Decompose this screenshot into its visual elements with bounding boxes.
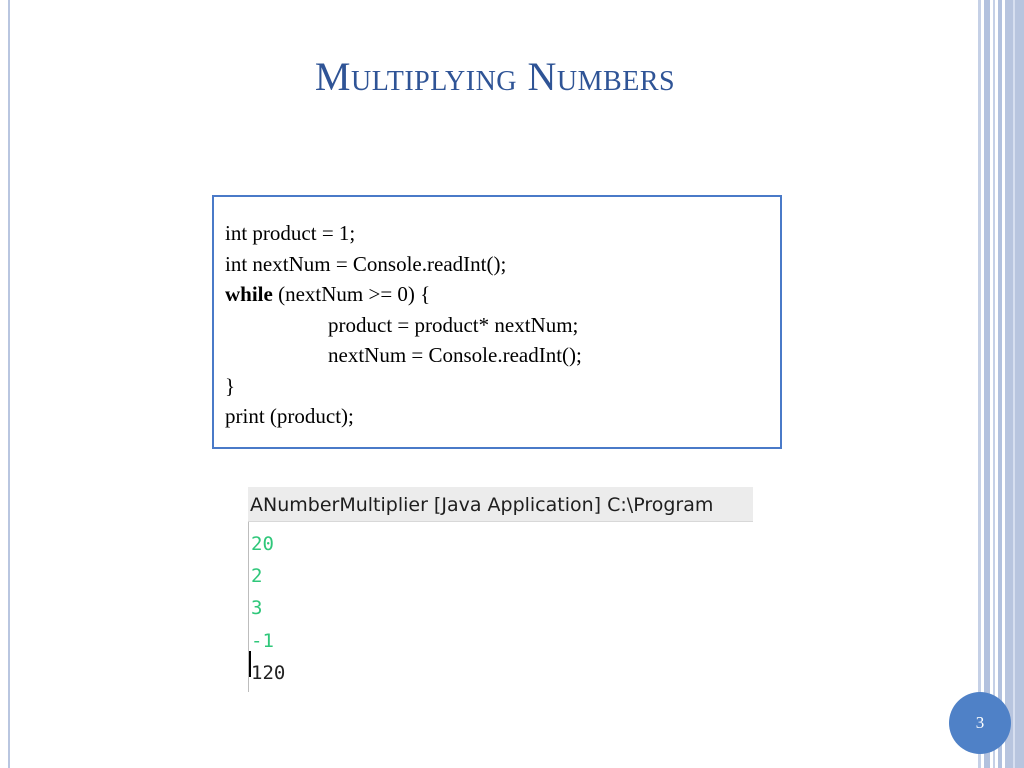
code-line: [225, 371, 582, 402]
code-line: [225, 401, 582, 432]
code-lines: [225, 218, 582, 432]
console-input-line: 3: [251, 597, 263, 620]
code-text: print (product);: [225, 404, 354, 428]
right-decor-stripe: [978, 0, 981, 768]
left-border-line: [8, 0, 10, 768]
console-result-line: 120: [251, 661, 286, 684]
right-decor-stripe: [1013, 0, 1015, 768]
code-line: [225, 279, 582, 310]
console-input-line: 2: [251, 565, 263, 588]
code-keyword: while: [225, 282, 273, 306]
console-title: ANumberMultiplier [Java Application] C:\Program: [248, 487, 753, 522]
right-decor-stripe: [984, 0, 990, 768]
code-text: }: [225, 373, 236, 398]
console-screenshot: [248, 487, 753, 692]
page-number-badge: 3: [949, 692, 1011, 754]
console-output: [251, 528, 285, 689]
code-line: [225, 340, 582, 371]
code-block: [212, 195, 782, 449]
right-decor-stripe: [998, 0, 1002, 768]
code-text: int nextNum = Console.readInt();: [225, 251, 507, 276]
code-line: [225, 218, 582, 249]
code-text: int product = 1;: [225, 221, 356, 245]
console-input-line: -1: [251, 629, 274, 652]
right-decor-stripe: [993, 0, 995, 768]
code-text: nextNum = Console.readInt();: [328, 343, 582, 367]
text-caret: [249, 651, 251, 677]
code-line: [225, 249, 582, 280]
code-text: product = product* nextNum;: [328, 312, 579, 337]
slide-title: Multiplying Numbers: [314, 54, 676, 99]
code-line: [225, 310, 582, 341]
console-input-line: 20: [251, 533, 274, 555]
code-text: (nextNum >= 0) {: [272, 282, 431, 306]
